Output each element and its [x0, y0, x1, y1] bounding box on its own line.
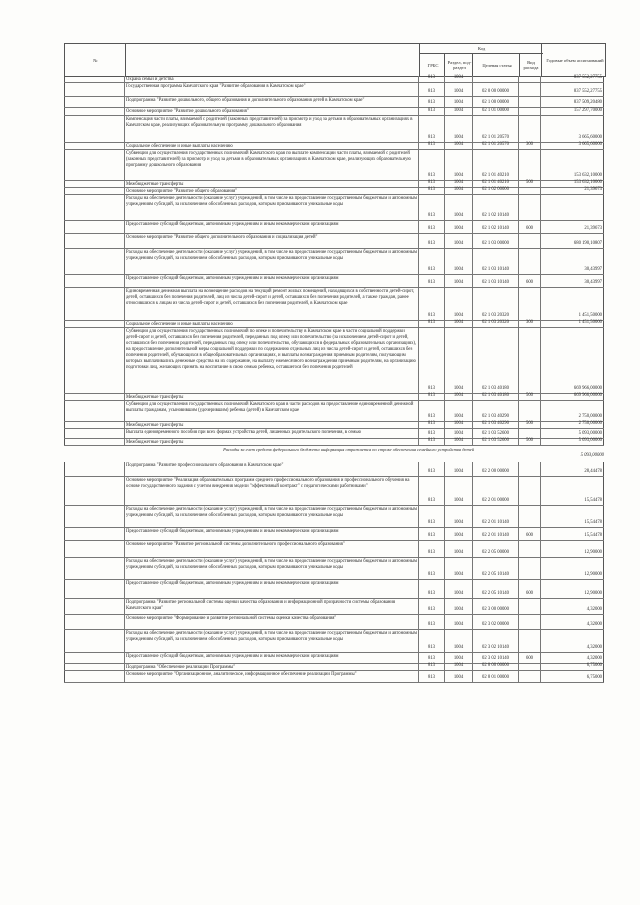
table-row: [64, 439, 604, 446]
number-cell: [64, 143, 124, 149]
table-row: [64, 528, 604, 541]
target-cell: 02 1 00 00000: [472, 97, 518, 107]
target-cell: 02 8 00 00000: [472, 664, 518, 670]
name-cell: Расходы на обеспечение деятельности (оказание услуг) учреждений, в том числе на предоставление государственным бюджетным и автономным учреждениям субсидий, за исключением обособленных расходов, которым присваиваются уникальные коды: [124, 249, 418, 274]
type-cell: 600: [518, 580, 540, 598]
grbs-cell: 813: [418, 394, 444, 400]
grbs-cell: 813: [418, 541, 444, 557]
note-text: Расходы за счет средств федерального бюджета информация отражается по строке обеспечения семейного устройства детей: [223, 447, 474, 452]
section-cell: 1004: [444, 275, 472, 287]
name-cell: Основное мероприятие "Развитие общего образования": [124, 188, 418, 194]
number-cell: [64, 401, 124, 421]
type-cell: 600: [518, 528, 540, 540]
table-header: [64, 43, 606, 77]
grbs-cell: 813: [418, 288, 444, 320]
amount-cell: 30,43997: [540, 275, 604, 287]
grbs-cell: 813: [418, 422, 444, 428]
amount-cell: 15,54478: [540, 506, 604, 527]
amount-cell: 21,39673: [540, 188, 604, 194]
table-row: [64, 234, 604, 249]
amount-cell: 153 632,10000: [540, 181, 604, 187]
target-cell: 02 2 05 10140: [472, 580, 518, 598]
grbs-cell: 813: [418, 528, 444, 540]
target-cell: 02 1 02 00000: [472, 188, 518, 194]
number-cell: [64, 234, 124, 248]
name-cell: Социальное обеспечение и иные выплаты населению: [124, 143, 418, 149]
section-cell: 1004: [444, 653, 472, 663]
name-cell: Субвенции для осуществления государственных полномочий по опеке и попечительству в Камчатском крае в части социальной поддержки детей-сирот и детей, оставшихся без попечения родителей, переданных под опеку или попечительство (за исключением детей-сирот и детей, оставшихся без попечения родителей, переданных под опеку или попечительство, обучающихся в федеральных образовательных организациях), на предоставление дополнительной меры социальной поддержки по содержанию отдельных лиц из числа детей-сирот и детей, оставшихся без попечения родителей, обучающихся в общеобразовательных организациях, и выплаты вознаграждения приемным родителям, получающим которых выплачивались денежные средства на их содержание, на выплату ежемесячного вознаграждения приемным родителям, на организацию подготовки лиц, желающих принять на воспитание в свою семью ребенка, оставшегося без попечения родителей: [124, 328, 418, 393]
table-row: [64, 321, 604, 328]
amount-cell: 5 093,00000: [540, 439, 604, 445]
header-col-grbs: ГРБС: [419, 54, 446, 76]
name-cell: Предоставление субсидий бюджетным, автономным учреждениям и иным некоммерческим организациям: [124, 221, 418, 233]
amount-cell: 6,75000: [540, 664, 604, 670]
target-cell: 02 0 00 00000: [472, 83, 518, 96]
name-cell: Субвенции для осуществления государственных полномочий Камчатского края по выплате компенсации части платы, взимаемой с родителей (законных представителей) за присмотр и уход за детьми в образовательных организациях в Камчатском крае, реализующих образовательную программу дошкольного образования: [124, 150, 418, 180]
grbs-cell: 813: [418, 580, 444, 598]
number-cell: [64, 188, 124, 194]
grbs-cell: 813: [418, 328, 444, 393]
target-cell: 02 1 01 00000: [472, 108, 518, 115]
amount-cell: 28,44478: [540, 462, 604, 476]
number-cell: [64, 76, 124, 82]
type-cell: 500: [518, 181, 540, 187]
target-cell: 02 1 03 20320: [472, 321, 518, 327]
number-cell: [64, 422, 124, 428]
type-cell: [518, 671, 540, 682]
grbs-cell: 813: [418, 401, 444, 421]
section-cell: 1004: [444, 116, 472, 142]
amount-cell: 4,32000: [540, 630, 604, 652]
amount-cell: 1 451,50000: [540, 321, 604, 327]
table-row: [64, 150, 604, 181]
table-row: [64, 599, 604, 615]
table-row: [64, 506, 604, 528]
number-cell: [64, 288, 124, 320]
name-cell: Межбюджетные трансферты: [124, 422, 418, 428]
grbs-cell: 813: [418, 439, 444, 445]
grbs-cell: 813: [418, 188, 444, 194]
type-cell: [518, 558, 540, 579]
section-cell: 1004: [444, 615, 472, 629]
table-row: [64, 394, 604, 401]
section-cell: 1004: [444, 188, 472, 194]
number-cell: [64, 477, 124, 505]
number-cell: [64, 150, 124, 180]
amount-cell: 157 297,70000: [540, 108, 604, 115]
type-cell: [518, 615, 540, 629]
grbs-cell: 813: [418, 477, 444, 505]
name-cell: Основное мероприятие "Развитие региональной системы дополнительного профессионального образования": [124, 541, 418, 557]
number-cell: [64, 599, 124, 614]
grbs-cell: 813: [418, 116, 444, 142]
section-cell: 1004: [444, 462, 472, 476]
type-cell: [518, 506, 540, 527]
amount-cell: 669 966,00000: [540, 328, 604, 393]
table-row: [64, 195, 604, 221]
target-cell: 02 2 05 00000: [472, 541, 518, 557]
name-cell: Основное мероприятие "Формирование и развитие региональной системы оценки качества образования": [124, 615, 418, 629]
section-cell: 1004: [444, 221, 472, 233]
number-cell: [64, 429, 124, 438]
type-cell: 500: [518, 394, 540, 400]
name-cell: Предоставление субсидий бюджетным, автономным учреждениям и иным некоммерческим организациям: [124, 580, 418, 598]
name-cell: Основное мероприятие "Реализация образовательных программ среднего профессионального образования и профессионального обучения на основе государственного задания с учетом внедрения модели "эффективный контракт" с педагогическими работниками": [124, 477, 418, 505]
grbs-cell: 813: [418, 221, 444, 233]
table-row: [64, 221, 604, 234]
amount-cell: 12,90000: [540, 541, 604, 557]
number-cell: [64, 630, 124, 652]
name-cell: Подпрограмма "Развитие дошкольного, общего образования и дополнительного образования детей в Камчатском крае": [124, 97, 418, 107]
note-amount: 5 093,00000: [580, 453, 604, 458]
grbs-cell: 813: [418, 150, 444, 180]
section-cell: 1004: [444, 108, 472, 115]
target-cell: [472, 76, 518, 82]
amount-cell: 21,39673: [540, 221, 604, 233]
table-row: [64, 97, 604, 108]
section-cell: 1004: [444, 671, 472, 682]
table-row: [64, 83, 604, 97]
name-cell: Субвенции для осуществления государственных полномочий Камчатского края в части расходов на предоставление единовременной денежной выплаты гражданам, усыновившим (удочерившим) ребенка (детей) в Камчатском крае: [124, 401, 418, 421]
grbs-cell: 813: [418, 506, 444, 527]
grbs-cell: 813: [418, 664, 444, 670]
grbs-cell: 813: [418, 429, 444, 438]
table-row: [64, 288, 604, 321]
table-row: [64, 558, 604, 580]
header-col-target: Целевая статья: [472, 54, 521, 76]
number-cell: [64, 541, 124, 557]
number-cell: [64, 221, 124, 233]
table-row: [64, 541, 604, 558]
header-code-group: Код: [419, 44, 543, 54]
type-cell: [518, 630, 540, 652]
section-cell: 1004: [444, 249, 472, 274]
target-cell: 02 3 00 00000: [472, 599, 518, 614]
name-cell: Межбюджетные трансферты: [124, 394, 418, 400]
type-cell: [518, 328, 540, 393]
type-cell: [518, 83, 540, 96]
type-cell: [518, 195, 540, 220]
amount-cell: 2 750,00000: [540, 422, 604, 428]
section-cell: 1004: [444, 664, 472, 670]
grbs-cell: 813: [418, 558, 444, 579]
grbs-cell: 813: [418, 97, 444, 107]
name-cell: Основное мероприятие "Развитие дошкольного образования": [124, 108, 418, 115]
grbs-cell: 813: [418, 615, 444, 629]
table-row: [64, 401, 604, 422]
amount-cell: 837 552,27755: [540, 83, 604, 96]
type-cell: 500: [518, 422, 540, 428]
section-cell: 1004: [444, 528, 472, 540]
amount-cell: 153 632,10000: [540, 150, 604, 180]
name-cell: Расходы на обеспечение деятельности (оказание услуг) учреждений, в том числе на предоставление государственным бюджетным и автономным учреждениям субсидий, за исключением обособленных расходов, которым присваиваются уникальные коды: [124, 630, 418, 652]
table-row: [64, 429, 604, 439]
target-cell: 02 1 03 52600: [472, 429, 518, 438]
number-cell: [64, 558, 124, 579]
header-col-type: Вид расхода: [519, 54, 542, 76]
grbs-cell: 813: [418, 108, 444, 115]
table-row: [64, 615, 604, 630]
type-cell: [518, 108, 540, 115]
target-cell: 02 3 02 00000: [472, 615, 518, 629]
table-row: [64, 671, 604, 683]
grbs-cell: 813: [418, 234, 444, 248]
section-cell: 1004: [444, 288, 472, 320]
section-cell: 1004: [444, 401, 472, 421]
table-row: [64, 580, 604, 599]
name-cell: Государственная программа Камчатского края "Развитие образования в Камчатском крае": [124, 83, 418, 96]
amount-cell: 6,75000: [540, 671, 604, 682]
table-row: [64, 422, 604, 429]
amount-cell: 12,90000: [540, 580, 604, 598]
type-cell: [518, 116, 540, 142]
number-cell: [64, 671, 124, 682]
section-cell: 1004: [444, 541, 472, 557]
table-row: [64, 188, 604, 195]
amount-cell: 12,90000: [540, 558, 604, 579]
target-cell: 02 2 01 10140: [472, 528, 518, 540]
target-cell: 02 1 03 20320: [472, 288, 518, 320]
target-cell: 02 1 03 10140: [472, 275, 518, 287]
section-cell: 1004: [444, 97, 472, 107]
amount-cell: 5 093,00000: [540, 429, 604, 438]
type-cell: [518, 599, 540, 614]
target-cell: 02 3 02 10140: [472, 630, 518, 652]
grbs-cell: 813: [418, 462, 444, 476]
type-cell: [518, 234, 540, 248]
name-cell: Компенсация части платы, взимаемой с родителей (законных представителей) за присмотр и уход за детьми в образовательных организациях в Камчатском крае, реализующих образовательную программу дошкольного образования: [124, 116, 418, 142]
target-cell: 02 1 02 10140: [472, 195, 518, 220]
name-cell: Межбюджетные трансферты: [124, 439, 418, 445]
amount-cell: 1 451,50000: [540, 288, 604, 320]
section-cell: 1004: [444, 394, 472, 400]
section-cell: 1004: [444, 195, 472, 220]
type-cell: [518, 97, 540, 107]
type-cell: [518, 477, 540, 505]
grbs-cell: 813: [418, 321, 444, 327]
section-cell: 1004: [444, 321, 472, 327]
target-cell: 02 1 01 20570: [472, 116, 518, 142]
section-cell: 1004: [444, 599, 472, 614]
target-cell: 02 1 01 40210: [472, 181, 518, 187]
type-cell: 300: [518, 143, 540, 149]
amount-cell: 2 750,00000: [540, 401, 604, 421]
amount-cell: [540, 195, 604, 220]
header-col-total: Годовые объем ассигнований: [541, 44, 608, 76]
table-row: [64, 108, 604, 116]
number-cell: [64, 97, 124, 107]
number-cell: [64, 321, 124, 327]
section-cell: 1004: [444, 558, 472, 579]
table-row: [64, 249, 604, 275]
amount-cell: 669 966,00000: [540, 394, 604, 400]
target-cell: 02 2 00 00000: [472, 462, 518, 476]
section-cell: 1004: [444, 580, 472, 598]
table-row: [64, 143, 604, 150]
section-cell: 1004: [444, 328, 472, 393]
name-cell: Межбюджетные трансферты: [124, 181, 418, 187]
name-cell: Подпрограмма "Обеспечение реализации Программы": [124, 664, 418, 670]
table-row: [64, 462, 604, 477]
target-cell: 02 2 01 10140: [472, 506, 518, 527]
name-cell: Основное мероприятие "Организационное, аналитическое, информационное обеспечение реализации Программы": [124, 671, 418, 682]
number-cell: [64, 328, 124, 393]
number-cell: [64, 181, 124, 187]
header-col-section: Раздел, под-раздел: [444, 54, 474, 76]
section-cell: 1004: [444, 234, 472, 248]
grbs-cell: 813: [418, 249, 444, 274]
grbs-cell: 813: [418, 630, 444, 652]
header-col-name: [125, 44, 421, 76]
section-cell: 1004: [444, 143, 472, 149]
target-cell: 02 1 03 40180: [472, 394, 518, 400]
target-cell: 02 1 03 40290: [472, 422, 518, 428]
name-cell: Выплата единовременного пособия при всех формах устройства детей, лишенных родительского попечения, в семью: [124, 429, 418, 438]
target-cell: 02 3 02 10140: [472, 653, 518, 663]
section-cell: 1004: [444, 181, 472, 187]
grbs-cell: 813: [418, 653, 444, 663]
section-cell: 1004: [444, 477, 472, 505]
amount-cell: 15,54478: [540, 477, 604, 505]
number-cell: [64, 462, 124, 476]
section-cell: 1004: [444, 630, 472, 652]
number-cell: [64, 580, 124, 598]
target-cell: 02 2 01 00000: [472, 477, 518, 505]
type-cell: 600: [518, 275, 540, 287]
name-cell: Расходы на обеспечение деятельности (оказание услуг) учреждений, в том числе на предоставление государственным бюджетным и автономным учреждениям субсидий, за исключением обособленных расходов, которым присваиваются уникальные коды: [124, 195, 418, 220]
type-cell: 500: [518, 439, 540, 445]
grbs-cell: 813: [418, 181, 444, 187]
name-cell: Расходы на обеспечение деятельности (оказание услуг) учреждений, в том числе на предоставление государственным бюджетным и автономным учреждениям субсидий, за исключением обособленных расходов, которым присваиваются уникальные коды: [124, 558, 418, 579]
section-cell: 1004: [444, 76, 472, 82]
amount-cell: 4,32000: [540, 615, 604, 629]
grbs-cell: 813: [418, 599, 444, 614]
table-row: [64, 181, 604, 188]
table-row: [64, 76, 604, 83]
grbs-cell: 813: [418, 83, 444, 96]
type-cell: [518, 664, 540, 670]
amount-cell: 837 509,20480: [540, 97, 604, 107]
target-cell: 02 1 03 00000: [472, 234, 518, 248]
type-cell: [518, 150, 540, 180]
type-cell: [518, 188, 540, 194]
number-cell: [64, 528, 124, 540]
number-cell: [64, 195, 124, 220]
section-cell: 1004: [444, 439, 472, 445]
target-cell: 02 1 03 40180: [472, 328, 518, 393]
target-cell: 02 1 03 40290: [472, 401, 518, 421]
name-cell: Расходы на обеспечение деятельности (оказание услуг) учреждений, в том числе на предоставление государственным бюджетным и автономным учреждениям субсидий, за исключением обособленных расходов, которым присваиваются уникальные коды: [124, 506, 418, 527]
name-cell: Социальное обеспечение и иные выплаты населению: [124, 321, 418, 327]
section-cell: 1004: [444, 429, 472, 438]
name-cell: Подпрограмма "Развитие профессионального образования в Камчатском крае": [124, 462, 418, 476]
type-cell: 600: [518, 221, 540, 233]
number-cell: [64, 615, 124, 629]
amount-cell: 4,32000: [540, 599, 604, 614]
type-cell: [518, 76, 540, 82]
number-cell: [64, 116, 124, 142]
section-cell: 1004: [444, 506, 472, 527]
amount-cell: 30,43997: [540, 249, 604, 274]
target-cell: 02 1 01 20570: [472, 143, 518, 149]
number-cell: [64, 249, 124, 274]
target-cell: 02 1 03 52600: [472, 439, 518, 445]
amount-cell: 3 665,60000: [540, 116, 604, 142]
type-cell: [518, 401, 540, 421]
name-cell: Предоставление субсидий бюджетным, автономным учреждениям и иным некоммерческим организациям: [124, 528, 418, 540]
target-cell: 02 1 03 10140: [472, 249, 518, 274]
header-col-number: №: [93, 57, 98, 63]
type-cell: 600: [518, 653, 540, 663]
amount-cell: 837 552,27755: [540, 76, 604, 82]
type-cell: [518, 288, 540, 320]
type-cell: [518, 429, 540, 438]
target-cell: 02 2 05 10140: [472, 558, 518, 579]
table-row: [64, 116, 604, 143]
target-cell: 02 1 02 10140: [472, 221, 518, 233]
grbs-cell: 813: [418, 143, 444, 149]
amount-cell: 680 190,10807: [540, 234, 604, 248]
table-row: [64, 653, 604, 664]
target-cell: 02 1 01 40210: [472, 150, 518, 180]
name-cell: Предоставление субсидий бюджетным, автономным учреждениям и иным некоммерческим организациям: [124, 275, 418, 287]
grbs-cell: 813: [418, 76, 444, 82]
section-cell: 1004: [444, 422, 472, 428]
grbs-cell: 813: [418, 671, 444, 682]
number-cell: [64, 83, 124, 96]
grbs-cell: 813: [418, 275, 444, 287]
name-cell: Подпрограмма "Развитие региональной системы оценки качества образования и информационной прозрачности системы образования Камчатского края": [124, 599, 418, 614]
type-cell: [518, 462, 540, 476]
number-cell: [64, 506, 124, 527]
grbs-cell: 813: [418, 195, 444, 220]
name-cell: Основное мероприятие "Развитие общего дополнительного образования и социализация детей": [124, 234, 418, 248]
number-cell: [64, 653, 124, 663]
section-cell: 1004: [444, 150, 472, 180]
amount-cell: 15,54478: [540, 528, 604, 540]
number-cell: [64, 394, 124, 400]
number-cell: [64, 439, 124, 445]
target-cell: 02 8 01 00000: [472, 671, 518, 682]
number-cell: [64, 275, 124, 287]
table-row: [64, 664, 604, 671]
name-cell: Единовременная денежная выплата на возмещение расходов на текущий ремонт жилых помещений, находящихся в собственности детей-сирот, детей, оставшихся без попечения родителей, лиц из числа детей-сирот и детей, оставшихся без попечения родителей, а также граждан, ранее относившихся к лицам из числа детей-сирот и детей, оставшихся без попечения родителей, в Камчатском крае: [124, 288, 418, 320]
amount-cell: 4,32000: [540, 653, 604, 663]
type-cell: 300: [518, 321, 540, 327]
table-row: [64, 630, 604, 653]
type-cell: [518, 541, 540, 557]
amount-cell: 3 665,60000: [540, 143, 604, 149]
name-cell: Охрана семьи и детства: [124, 76, 418, 82]
number-cell: [64, 108, 124, 115]
table-row: [64, 275, 604, 288]
section-cell: 1004: [444, 83, 472, 96]
type-cell: [518, 249, 540, 274]
number-cell: [64, 664, 124, 670]
table-row: [64, 477, 604, 506]
table-row: [64, 328, 604, 394]
name-cell: Предоставление субсидий бюджетным, автономным учреждениям и иным некоммерческим организациям: [124, 653, 418, 663]
